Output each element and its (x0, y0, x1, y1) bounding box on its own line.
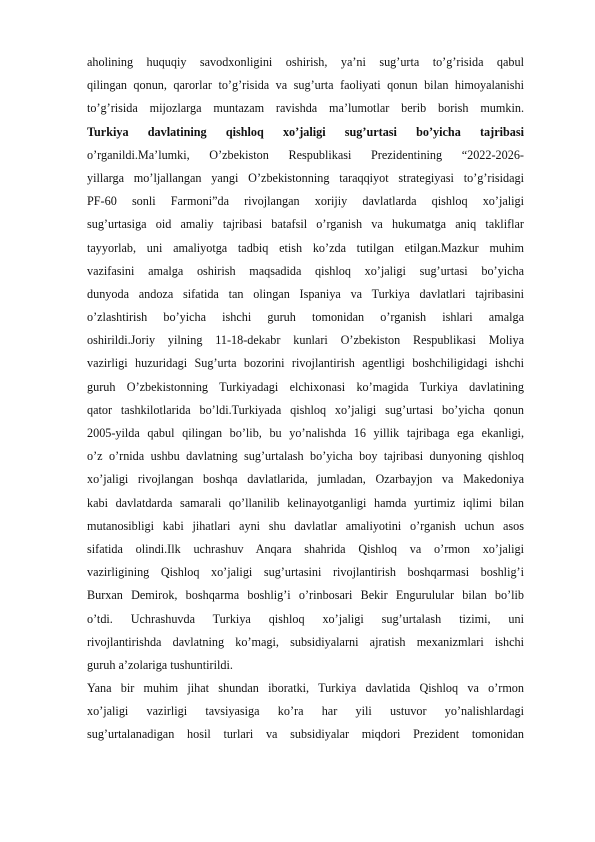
text-line: Yana bir muhim jihat shundan iboratki, Turkiya davlatida Qishloq va o’rmon (87, 681, 524, 696)
text-line: o’tdi. Uchrashuvda Turkiya qishloq xo’jaligi sug’urtalash tizimi, uni (87, 611, 524, 626)
text-line: dunyoda andoza sifatida tan olingan Ispaniya va Turkiya davlatlari tajribasini (87, 286, 524, 301)
text-line: vazifasini amalga oshirish maqsadida qishloq xo’jaligi sug’urtasi bo’yicha (87, 263, 524, 278)
text-line: rivojlantirishda davlatning ko’magi, subsidiyalarni ajratish mexanizmlari ishchi (87, 634, 524, 649)
document-body (87, 51, 524, 747)
text-line: PF-60 sonli Farmoni”da rivojlangan xorijiy davlatlarda qishloq xo’jaligi (87, 194, 524, 209)
text-line: o’zlashtirish bo’yicha ishchi guruh tomonidan o’rganish ishlari amalga (87, 310, 524, 325)
text-line: 2005-yilda qabul qilingan bo’lib, bu yo’nalishda 16 yillik tajribaga ega ekanligi, (87, 426, 524, 440)
text-line: kabi davlatdarda samarali qo’llanilib kelinayotganligi hamda yurtimiz iqlimi bilan (87, 495, 524, 510)
text-line: mutanosibligi kabi jihatlari ayni shu davlatlar amaliyotini o’rganish uchun asos (87, 518, 524, 533)
text-line: Burxan Demirok, boshqarma boshlig’i o’rinbosari Bekir Engurulular bilan bo’lib (87, 588, 524, 603)
text-line: sug’urtasiga oid amaliy tajribasi batafsil o’rganish va hukumatga aniq takliflar (87, 217, 524, 232)
text-line: tayyorlab, uni amaliyotga tadbiq etish ko’zda tutilgan etilgan.Mazkur muhim (87, 240, 524, 255)
text-line: qator tashkilotlarida bo’ldi.Turkiyada qishloq xo’jaligi sug’urtasi bo’yicha qonun (87, 402, 524, 417)
text-line: o’rganildi.Ma’lumki, O’zbekiston Respublikasi Prezidentining “2022-2026- (87, 147, 524, 162)
text-line: sug’urtalanadigan hosil turlari va subsidiyalar miqdori Prezident tomonidan (87, 727, 524, 742)
text-line: oshirildi.Joriy yilning 11-18-dekabr kunlari O’zbekiston Respublikasi Moliya (87, 333, 524, 348)
text-line: to’g’risida mijozlarga muntazam ravishda ma’lumotlar berib borish mumkin. (87, 101, 524, 116)
text-line: yillarga mo’ljallangan yangi O’zbekistonning taraqqiyot strategiyasi to’g’risidagi (87, 170, 524, 185)
text-line: xo’jaligi vazirligi tavsiyasiga ko’ra har yili ustuvor yo’nalishlardagi (87, 704, 524, 719)
text-line: vazirligi huzuridagi Sug’urta bozorini rivojlantirish agentligi boshchiligidagi ishchi (87, 356, 524, 371)
text-line: vazirligining Qishloq xo’jaligi sug’urtasini rivojlantirish boshqarmasi boshlig’i (87, 565, 524, 580)
text-line: qilingan qonun, qarorlar to’g’risida va sug’urta faoliyati qonun bilan himoyalanishi (87, 78, 524, 93)
section-heading-line: Turkiya davlatining qishloq xo’jaligi sug’urtasi bo’yicha tajribasi (87, 124, 524, 139)
text-line: o’z o’rnida ushbu davlatning sug’urtalash bo’yicha boy tajribasi dunyoning qishloq (87, 449, 524, 464)
text-line: guruh O’zbekistonning Turkiyadagi elchixonasi ko’magida Turkiya davlatining (87, 379, 524, 394)
text-line: xo’jaligi rivojlangan boshqa davlatlarida, jumladan, Ozarbayjon va Makedoniya (87, 472, 524, 487)
text-line: guruh a’zolariga tushuntirildi. (87, 657, 233, 672)
text-line: aholining huquqiy savodxonligini oshirish, ya’ni sug’urta to’g’risida qabul (87, 55, 524, 69)
text-line: sifatida olindi.Ilk uchrashuv Anqara shahrida Qishloq va o’rmon xo’jaligi (87, 541, 524, 556)
